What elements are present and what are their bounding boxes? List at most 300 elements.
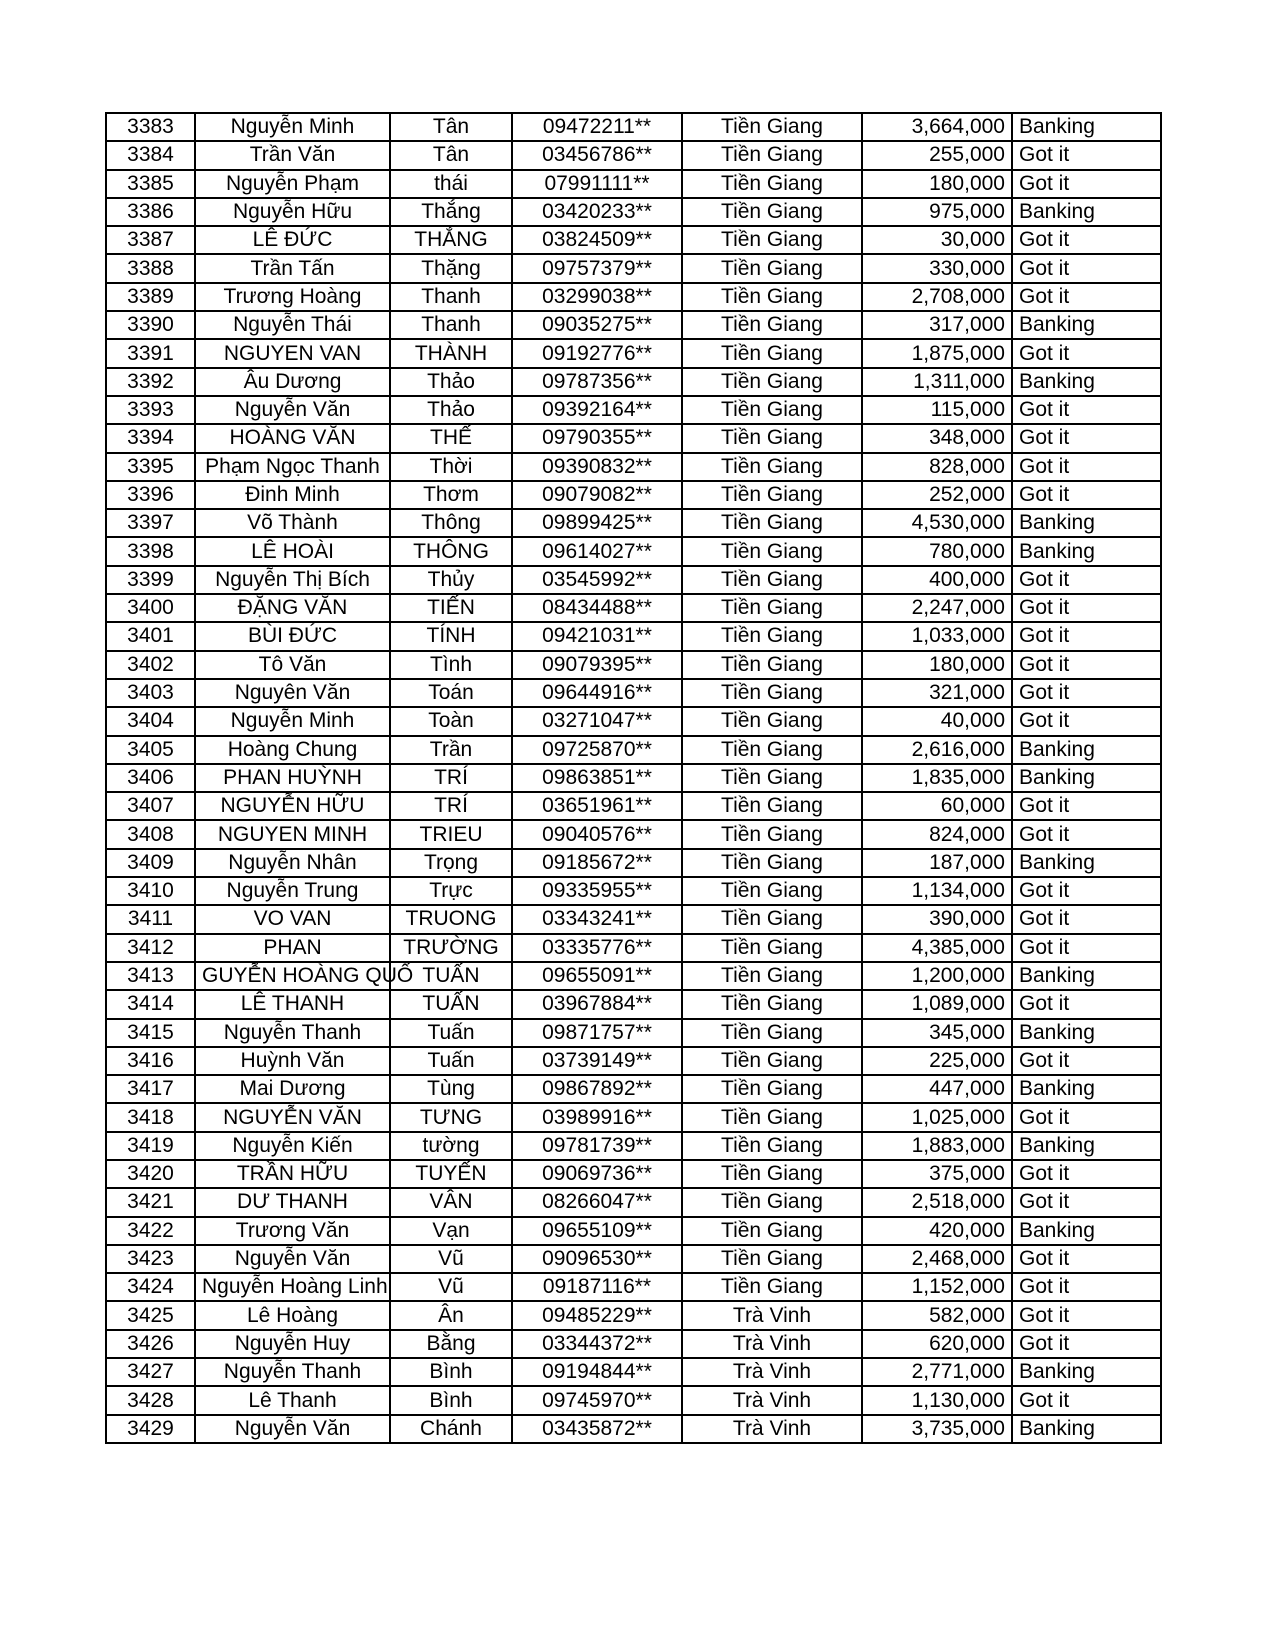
surname-middle-name-cell: Đinh Minh bbox=[195, 481, 390, 509]
province-cell: Tiền Giang bbox=[682, 396, 862, 424]
table-row bbox=[106, 905, 1161, 933]
payment-status-cell: Got it bbox=[1012, 170, 1161, 198]
amount-cell: 330,000 bbox=[862, 254, 1012, 282]
amount-cell: 975,000 bbox=[862, 198, 1012, 226]
province-cell: Tiền Giang bbox=[682, 537, 862, 565]
row-number-cell: 3417 bbox=[106, 1075, 195, 1103]
row-number-cell: 3426 bbox=[106, 1330, 195, 1358]
phone-number-cell: 09079395** bbox=[512, 651, 682, 679]
row-number-cell: 3415 bbox=[106, 1019, 195, 1047]
surname-middle-name-cell: Lê Hoàng bbox=[195, 1301, 390, 1329]
given-name-cell: Toàn bbox=[390, 707, 512, 735]
province-cell: Tiền Giang bbox=[682, 679, 862, 707]
phone-number-cell: 03435872** bbox=[512, 1415, 682, 1443]
phone-number-cell: 07991111** bbox=[512, 170, 682, 198]
phone-number-cell: 09035275** bbox=[512, 311, 682, 339]
given-name-cell: Thanh bbox=[390, 283, 512, 311]
payment-status-cell: Got it bbox=[1012, 707, 1161, 735]
payment-status-cell: Got it bbox=[1012, 622, 1161, 650]
amount-cell: 2,518,000 bbox=[862, 1188, 1012, 1216]
table-row bbox=[106, 1386, 1161, 1414]
surname-middle-name-cell: LÊ ĐỨC bbox=[195, 226, 390, 254]
payment-status-cell: Got it bbox=[1012, 1386, 1161, 1414]
payment-status-cell: Banking bbox=[1012, 962, 1161, 990]
phone-number-cell: 09781739** bbox=[512, 1132, 682, 1160]
province-cell: Tiền Giang bbox=[682, 792, 862, 820]
payment-status-cell: Got it bbox=[1012, 1301, 1161, 1329]
phone-number-cell: 09867892** bbox=[512, 1075, 682, 1103]
table-row bbox=[106, 368, 1161, 396]
phone-number-cell: 03651961** bbox=[512, 792, 682, 820]
payment-status-cell: Banking bbox=[1012, 1019, 1161, 1047]
surname-middle-name-cell: Âu Dương bbox=[195, 368, 390, 396]
table-row bbox=[106, 651, 1161, 679]
amount-cell: 1,130,000 bbox=[862, 1386, 1012, 1414]
province-cell: Tiền Giang bbox=[682, 283, 862, 311]
province-cell: Tiền Giang bbox=[682, 254, 862, 282]
province-cell: Tiền Giang bbox=[682, 424, 862, 452]
province-cell: Tiền Giang bbox=[682, 1245, 862, 1273]
table-row bbox=[106, 537, 1161, 565]
payment-status-cell: Banking bbox=[1012, 1358, 1161, 1386]
phone-number-cell: 09899425** bbox=[512, 509, 682, 537]
given-name-cell: TUẤN bbox=[390, 990, 512, 1018]
table-row bbox=[106, 424, 1161, 452]
payment-status-cell: Got it bbox=[1012, 1188, 1161, 1216]
table-row bbox=[106, 1358, 1161, 1386]
table-row bbox=[106, 254, 1161, 282]
table-row bbox=[106, 622, 1161, 650]
payment-status-cell: Banking bbox=[1012, 537, 1161, 565]
table-row bbox=[106, 1160, 1161, 1188]
amount-cell: 321,000 bbox=[862, 679, 1012, 707]
given-name-cell: Tân bbox=[390, 113, 512, 141]
payment-status-cell: Got it bbox=[1012, 877, 1161, 905]
province-cell: Tiền Giang bbox=[682, 707, 862, 735]
row-number-cell: 3411 bbox=[106, 905, 195, 933]
payment-status-cell: Got it bbox=[1012, 141, 1161, 169]
table-row bbox=[106, 736, 1161, 764]
amount-cell: 447,000 bbox=[862, 1075, 1012, 1103]
row-number-cell: 3383 bbox=[106, 113, 195, 141]
given-name-cell: Thủy bbox=[390, 566, 512, 594]
given-name-cell: Bằng bbox=[390, 1330, 512, 1358]
phone-number-cell: 09187116** bbox=[512, 1273, 682, 1301]
province-cell: Trà Vinh bbox=[682, 1386, 862, 1414]
table-row bbox=[106, 339, 1161, 367]
surname-middle-name-cell: Trương Hoàng bbox=[195, 283, 390, 311]
surname-middle-name-cell: Nguyễn Nhân bbox=[195, 849, 390, 877]
row-number-cell: 3408 bbox=[106, 820, 195, 848]
given-name-cell: TUYẾN bbox=[390, 1160, 512, 1188]
payment-status-cell: Banking bbox=[1012, 1075, 1161, 1103]
surname-middle-name-cell: Nguyễn Thanh bbox=[195, 1019, 390, 1047]
province-cell: Trà Vinh bbox=[682, 1330, 862, 1358]
given-name-cell: Thắng bbox=[390, 198, 512, 226]
table-row bbox=[106, 934, 1161, 962]
phone-number-cell: 09069736** bbox=[512, 1160, 682, 1188]
surname-middle-name-cell: Huỳnh Văn bbox=[195, 1047, 390, 1075]
province-cell: Tiền Giang bbox=[682, 1188, 862, 1216]
province-cell: Tiền Giang bbox=[682, 736, 862, 764]
surname-middle-name-cell: Nguyễn Phạm bbox=[195, 170, 390, 198]
payment-status-cell: Got it bbox=[1012, 1103, 1161, 1131]
amount-cell: 2,616,000 bbox=[862, 736, 1012, 764]
amount-cell: 2,247,000 bbox=[862, 594, 1012, 622]
surname-middle-name-cell: Nguyễn Thái bbox=[195, 311, 390, 339]
phone-number-cell: 09192776** bbox=[512, 339, 682, 367]
payment-status-cell: Got it bbox=[1012, 1160, 1161, 1188]
province-cell: Tiền Giang bbox=[682, 1075, 862, 1103]
payment-status-cell: Got it bbox=[1012, 396, 1161, 424]
phone-number-cell: 03545992** bbox=[512, 566, 682, 594]
amount-cell: 4,530,000 bbox=[862, 509, 1012, 537]
amount-cell: 255,000 bbox=[862, 141, 1012, 169]
payment-status-cell: Banking bbox=[1012, 849, 1161, 877]
row-number-cell: 3421 bbox=[106, 1188, 195, 1216]
phone-number-cell: 09485229** bbox=[512, 1301, 682, 1329]
surname-middle-name-cell: Hoàng Chung bbox=[195, 736, 390, 764]
given-name-cell: Bình bbox=[390, 1358, 512, 1386]
table-row bbox=[106, 707, 1161, 735]
phone-number-cell: 09725870** bbox=[512, 736, 682, 764]
province-cell: Tiền Giang bbox=[682, 877, 862, 905]
given-name-cell: Trọng bbox=[390, 849, 512, 877]
province-cell: Trà Vinh bbox=[682, 1301, 862, 1329]
phone-number-cell: 09096530** bbox=[512, 1245, 682, 1273]
given-name-cell: THÔNG bbox=[390, 537, 512, 565]
row-number-cell: 3404 bbox=[106, 707, 195, 735]
table-row bbox=[106, 820, 1161, 848]
surname-middle-name-cell: Phạm Ngọc Thanh bbox=[195, 453, 390, 481]
amount-cell: 345,000 bbox=[862, 1019, 1012, 1047]
phone-number-cell: 03989916** bbox=[512, 1103, 682, 1131]
row-number-cell: 3406 bbox=[106, 764, 195, 792]
given-name-cell: THẾ bbox=[390, 424, 512, 452]
payment-status-cell: Got it bbox=[1012, 339, 1161, 367]
table-row bbox=[106, 283, 1161, 311]
phone-number-cell: 03967884** bbox=[512, 990, 682, 1018]
given-name-cell: Thời bbox=[390, 453, 512, 481]
surname-middle-name-cell: GUYỄN HOÀNG QUỐ bbox=[195, 962, 390, 990]
amount-cell: 1,875,000 bbox=[862, 339, 1012, 367]
given-name-cell: thái bbox=[390, 170, 512, 198]
phone-number-cell: 09871757** bbox=[512, 1019, 682, 1047]
surname-middle-name-cell: NGUYEN VAN bbox=[195, 339, 390, 367]
payment-status-cell: Banking bbox=[1012, 198, 1161, 226]
phone-number-cell: 09194844** bbox=[512, 1358, 682, 1386]
amount-cell: 582,000 bbox=[862, 1301, 1012, 1329]
row-number-cell: 3388 bbox=[106, 254, 195, 282]
amount-cell: 390,000 bbox=[862, 905, 1012, 933]
amount-cell: 115,000 bbox=[862, 396, 1012, 424]
phone-number-cell: 09787356** bbox=[512, 368, 682, 396]
phone-number-cell: 03335776** bbox=[512, 934, 682, 962]
payment-status-cell: Got it bbox=[1012, 792, 1161, 820]
surname-middle-name-cell: NGUYEN MINH bbox=[195, 820, 390, 848]
phone-number-cell: 03344372** bbox=[512, 1330, 682, 1358]
given-name-cell: Toán bbox=[390, 679, 512, 707]
amount-cell: 1,152,000 bbox=[862, 1273, 1012, 1301]
phone-number-cell: 09863851** bbox=[512, 764, 682, 792]
payment-status-cell: Got it bbox=[1012, 283, 1161, 311]
table-row bbox=[106, 990, 1161, 1018]
amount-cell: 1,033,000 bbox=[862, 622, 1012, 650]
phone-number-cell: 09335955** bbox=[512, 877, 682, 905]
row-number-cell: 3396 bbox=[106, 481, 195, 509]
given-name-cell: Vũ bbox=[390, 1273, 512, 1301]
surname-middle-name-cell: Lê Thanh bbox=[195, 1386, 390, 1414]
given-name-cell: Thảo bbox=[390, 396, 512, 424]
amount-cell: 375,000 bbox=[862, 1160, 1012, 1188]
surname-middle-name-cell: Nguyễn Văn bbox=[195, 396, 390, 424]
given-name-cell: TRÍ bbox=[390, 792, 512, 820]
surname-middle-name-cell: ĐẶNG VĂN bbox=[195, 594, 390, 622]
table-row bbox=[106, 1273, 1161, 1301]
surname-middle-name-cell: LÊ HOÀI bbox=[195, 537, 390, 565]
province-cell: Tiền Giang bbox=[682, 226, 862, 254]
payment-status-cell: Got it bbox=[1012, 651, 1161, 679]
surname-middle-name-cell: PHAN HUỲNH bbox=[195, 764, 390, 792]
given-name-cell: Thanh bbox=[390, 311, 512, 339]
phone-number-cell: 09614027** bbox=[512, 537, 682, 565]
amount-cell: 348,000 bbox=[862, 424, 1012, 452]
amount-cell: 317,000 bbox=[862, 311, 1012, 339]
row-number-cell: 3385 bbox=[106, 170, 195, 198]
row-number-cell: 3427 bbox=[106, 1358, 195, 1386]
table-row bbox=[106, 509, 1161, 537]
table-row bbox=[106, 1188, 1161, 1216]
given-name-cell: Bình bbox=[390, 1386, 512, 1414]
phone-number-cell: 03824509** bbox=[512, 226, 682, 254]
amount-cell: 4,385,000 bbox=[862, 934, 1012, 962]
phone-number-cell: 03343241** bbox=[512, 905, 682, 933]
row-number-cell: 3412 bbox=[106, 934, 195, 962]
table-row bbox=[106, 311, 1161, 339]
amount-cell: 1,134,000 bbox=[862, 877, 1012, 905]
province-cell: Tiền Giang bbox=[682, 1047, 862, 1075]
phone-number-cell: 09421031** bbox=[512, 622, 682, 650]
table-row bbox=[106, 1103, 1161, 1131]
row-number-cell: 3414 bbox=[106, 990, 195, 1018]
phone-number-cell: 09644916** bbox=[512, 679, 682, 707]
amount-cell: 1,883,000 bbox=[862, 1132, 1012, 1160]
amount-cell: 824,000 bbox=[862, 820, 1012, 848]
payment-status-cell: Got it bbox=[1012, 453, 1161, 481]
province-cell: Tiền Giang bbox=[682, 198, 862, 226]
given-name-cell: Vũ bbox=[390, 1245, 512, 1273]
row-number-cell: 3401 bbox=[106, 622, 195, 650]
table-body bbox=[106, 113, 1161, 1443]
row-number-cell: 3393 bbox=[106, 396, 195, 424]
phone-number-cell: 08266047** bbox=[512, 1188, 682, 1216]
row-number-cell: 3419 bbox=[106, 1132, 195, 1160]
province-cell: Tiền Giang bbox=[682, 962, 862, 990]
given-name-cell: TƯNG bbox=[390, 1103, 512, 1131]
province-cell: Tiền Giang bbox=[682, 141, 862, 169]
phone-number-cell: 09040576** bbox=[512, 820, 682, 848]
payment-status-cell: Got it bbox=[1012, 934, 1161, 962]
amount-cell: 1,200,000 bbox=[862, 962, 1012, 990]
province-cell: Tiền Giang bbox=[682, 764, 862, 792]
province-cell: Tiền Giang bbox=[682, 1132, 862, 1160]
surname-middle-name-cell: Nguyễn Kiến bbox=[195, 1132, 390, 1160]
table-row bbox=[106, 1330, 1161, 1358]
province-cell: Tiền Giang bbox=[682, 651, 862, 679]
amount-cell: 1,025,000 bbox=[862, 1103, 1012, 1131]
surname-middle-name-cell: BÙI ĐỨC bbox=[195, 622, 390, 650]
amount-cell: 3,735,000 bbox=[862, 1415, 1012, 1443]
table-row bbox=[106, 679, 1161, 707]
row-number-cell: 3405 bbox=[106, 736, 195, 764]
table-row bbox=[106, 1415, 1161, 1443]
surname-middle-name-cell: Nguyễn Minh bbox=[195, 707, 390, 735]
given-name-cell: Tùng bbox=[390, 1075, 512, 1103]
amount-cell: 252,000 bbox=[862, 481, 1012, 509]
payment-status-cell: Banking bbox=[1012, 368, 1161, 396]
amount-cell: 180,000 bbox=[862, 170, 1012, 198]
row-number-cell: 3397 bbox=[106, 509, 195, 537]
province-cell: Tiền Giang bbox=[682, 566, 862, 594]
province-cell: Tiền Giang bbox=[682, 453, 862, 481]
province-cell: Tiền Giang bbox=[682, 1019, 862, 1047]
payment-status-cell: Banking bbox=[1012, 1415, 1161, 1443]
row-number-cell: 3398 bbox=[106, 537, 195, 565]
amount-cell: 187,000 bbox=[862, 849, 1012, 877]
province-cell: Tiền Giang bbox=[682, 481, 862, 509]
row-number-cell: 3425 bbox=[106, 1301, 195, 1329]
row-number-cell: 3420 bbox=[106, 1160, 195, 1188]
phone-number-cell: 09079082** bbox=[512, 481, 682, 509]
table-row bbox=[106, 594, 1161, 622]
province-cell: Tiền Giang bbox=[682, 1273, 862, 1301]
payment-status-cell: Got it bbox=[1012, 424, 1161, 452]
province-cell: Tiền Giang bbox=[682, 509, 862, 537]
table-row bbox=[106, 849, 1161, 877]
payment-status-cell: Got it bbox=[1012, 1273, 1161, 1301]
payment-status-cell: Got it bbox=[1012, 905, 1161, 933]
table-row bbox=[106, 1245, 1161, 1273]
province-cell: Tiền Giang bbox=[682, 934, 862, 962]
table-row bbox=[106, 453, 1161, 481]
payment-status-cell: Got it bbox=[1012, 254, 1161, 282]
given-name-cell: THÀNH bbox=[390, 339, 512, 367]
row-number-cell: 3403 bbox=[106, 679, 195, 707]
surname-middle-name-cell: Nguyễn Văn bbox=[195, 1245, 390, 1273]
row-number-cell: 3391 bbox=[106, 339, 195, 367]
province-cell: Trà Vinh bbox=[682, 1358, 862, 1386]
amount-cell: 30,000 bbox=[862, 226, 1012, 254]
table-row bbox=[106, 1132, 1161, 1160]
payment-status-cell: Banking bbox=[1012, 736, 1161, 764]
given-name-cell: TIẾN bbox=[390, 594, 512, 622]
phone-number-cell: 09745970** bbox=[512, 1386, 682, 1414]
surname-middle-name-cell: Trần Tấn bbox=[195, 254, 390, 282]
phone-number-cell: 03456786** bbox=[512, 141, 682, 169]
table-row bbox=[106, 1217, 1161, 1245]
given-name-cell: TUẤN bbox=[390, 962, 512, 990]
amount-cell: 420,000 bbox=[862, 1217, 1012, 1245]
phone-number-cell: 09655109** bbox=[512, 1217, 682, 1245]
row-number-cell: 3428 bbox=[106, 1386, 195, 1414]
payment-status-cell: Got it bbox=[1012, 1245, 1161, 1273]
given-name-cell: Thặng bbox=[390, 254, 512, 282]
row-number-cell: 3424 bbox=[106, 1273, 195, 1301]
payment-status-cell: Banking bbox=[1012, 113, 1161, 141]
province-cell: Tiền Giang bbox=[682, 990, 862, 1018]
payment-status-cell: Got it bbox=[1012, 481, 1161, 509]
province-cell: Tiền Giang bbox=[682, 820, 862, 848]
row-number-cell: 3394 bbox=[106, 424, 195, 452]
given-name-cell: THẮNG bbox=[390, 226, 512, 254]
table-row bbox=[106, 1047, 1161, 1075]
row-number-cell: 3418 bbox=[106, 1103, 195, 1131]
row-number-cell: 3389 bbox=[106, 283, 195, 311]
table-row bbox=[106, 226, 1161, 254]
payment-status-cell: Got it bbox=[1012, 679, 1161, 707]
payment-status-cell: Banking bbox=[1012, 764, 1161, 792]
amount-cell: 1,311,000 bbox=[862, 368, 1012, 396]
province-cell: Tiền Giang bbox=[682, 368, 862, 396]
table-row bbox=[106, 198, 1161, 226]
payment-status-cell: Banking bbox=[1012, 1217, 1161, 1245]
given-name-cell: TRIEU bbox=[390, 820, 512, 848]
table-row bbox=[106, 764, 1161, 792]
row-number-cell: 3400 bbox=[106, 594, 195, 622]
table-row bbox=[106, 877, 1161, 905]
given-name-cell: Trần bbox=[390, 736, 512, 764]
row-number-cell: 3399 bbox=[106, 566, 195, 594]
amount-cell: 400,000 bbox=[862, 566, 1012, 594]
given-name-cell: Chánh bbox=[390, 1415, 512, 1443]
surname-middle-name-cell: Nguyễn Văn bbox=[195, 1415, 390, 1443]
phone-number-cell: 03299038** bbox=[512, 283, 682, 311]
surname-middle-name-cell: TRẦN HỮU bbox=[195, 1160, 390, 1188]
table-row bbox=[106, 1019, 1161, 1047]
amount-cell: 1,089,000 bbox=[862, 990, 1012, 1018]
province-cell: Trà Vinh bbox=[682, 1415, 862, 1443]
amount-cell: 2,708,000 bbox=[862, 283, 1012, 311]
amount-cell: 180,000 bbox=[862, 651, 1012, 679]
row-number-cell: 3384 bbox=[106, 141, 195, 169]
surname-middle-name-cell: HOÀNG VĂN bbox=[195, 424, 390, 452]
surname-middle-name-cell: NGUYỄN HỮU bbox=[195, 792, 390, 820]
payment-status-cell: Got it bbox=[1012, 990, 1161, 1018]
surname-middle-name-cell: Nguyên Văn bbox=[195, 679, 390, 707]
province-cell: Tiền Giang bbox=[682, 594, 862, 622]
amount-cell: 1,835,000 bbox=[862, 764, 1012, 792]
table-row bbox=[106, 113, 1161, 141]
surname-middle-name-cell: Võ Thành bbox=[195, 509, 390, 537]
province-cell: Tiền Giang bbox=[682, 1160, 862, 1188]
province-cell: Tiền Giang bbox=[682, 339, 862, 367]
table-row bbox=[106, 566, 1161, 594]
amount-cell: 225,000 bbox=[862, 1047, 1012, 1075]
surname-middle-name-cell: Mai Dương bbox=[195, 1075, 390, 1103]
amount-cell: 3,664,000 bbox=[862, 113, 1012, 141]
phone-number-cell: 09392164** bbox=[512, 396, 682, 424]
surname-middle-name-cell: Trương Văn bbox=[195, 1217, 390, 1245]
table-row bbox=[106, 141, 1161, 169]
province-cell: Tiền Giang bbox=[682, 622, 862, 650]
given-name-cell: Tân bbox=[390, 141, 512, 169]
payment-status-cell: Got it bbox=[1012, 566, 1161, 594]
surname-middle-name-cell: Nguyễn Trung bbox=[195, 877, 390, 905]
row-number-cell: 3423 bbox=[106, 1245, 195, 1273]
amount-cell: 780,000 bbox=[862, 537, 1012, 565]
given-name-cell: Tình bbox=[390, 651, 512, 679]
phone-number-cell: 09390832** bbox=[512, 453, 682, 481]
